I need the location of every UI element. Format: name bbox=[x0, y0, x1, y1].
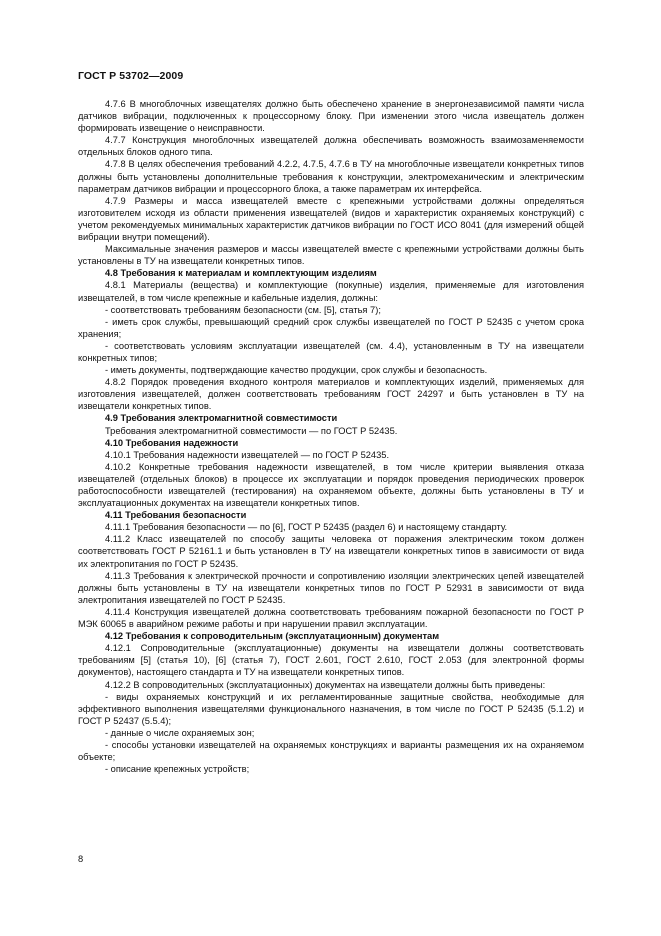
paragraph: 4.7.7 Конструкция многоблочных извещателей должна обеспечивать возможность взаимозаменяемости отдельных блоков одного типа. bbox=[78, 135, 584, 158]
paragraph: 4.7.9 Размеры и масса извещателей вместе с крепежными устройствами должны определяться изготовителем исходя из области применения извещателей (видов и характеристик охраняемых конструкций) с учетом рекомендуемых минимальных характеристик датчиков вибрации по ГОСТ ИСО 8041 (для измерений общей вибрации внутри помещений). bbox=[78, 195, 584, 243]
paragraph: 4.10.1 Требования надежности извещателей — по ГОСТ Р 52435. bbox=[105, 449, 390, 460]
section-heading: 4.10 Требования надежности bbox=[105, 437, 239, 448]
paragraph: Максимальные значения размеров и массы извещателей вместе с крепежными устройствами должны быть установлены в ТУ на извещатели конкретных типов. bbox=[78, 244, 584, 267]
paragraph: 4.11.4 Конструкция извещателей должна соответствовать требованиям пожарной безопасности по ГОСТ Р МЭК 60065 в аварийном режиме работы и при нарушении правил эксплуатации. bbox=[78, 606, 584, 630]
paragraph: 4.11.2 Класс извещателей по способу защиты человека от поражения электрическим током должен соответствовать ГОСТ Р 52161.1 и быть установлен в ТУ на извещатели конкретных типов в зависимости от вида их электропитания по ГОСТ Р 52435. bbox=[78, 534, 584, 569]
paragraph: 4.7.6 В многоблочных извещателях должно быть обеспечено хранение в энергонезависимой памяти числа датчиков вибрации, подключенных к процессорному блоку. При изменении этого числа извещатель должен формировать извещение о неисправности. bbox=[78, 99, 584, 134]
paragraph: 4.12.2 В сопроводительных (эксплуатационных) документах на извещатели должны быть приведены: bbox=[105, 679, 546, 690]
section-heading: 4.11 Требования безопасности bbox=[105, 510, 247, 521]
section-heading: 4.9 Требования электромагнитной совместимости bbox=[105, 413, 338, 424]
document-header: ГОСТ Р 53702—2009 bbox=[78, 70, 184, 82]
paragraph: - описание крепежных устройств; bbox=[105, 764, 250, 775]
paragraph: - данные о числе охраняемых зон; bbox=[105, 727, 255, 738]
paragraph: 4.10.2 Конкретные требования надежности извещателей, в том числе критерии выявления отказа извещателей (отдельных блоков) в процессе их эксплуатации и порядок проведения периодических проверок работоспособности извещателей (тестирования) на охраняемом объекте, должны быть установлены в ТУ и эксплуатационных документах на извещатели конкретных типов. bbox=[78, 461, 584, 509]
paragraph: 4.11.1 Требования безопасности — по [6], ГОСТ Р 52435 (раздел 6) и настоящему стандарту. bbox=[105, 522, 508, 533]
paragraph: - соответствовать требованиям безопасности (см. [5], статья 7); bbox=[105, 304, 381, 315]
page-number: 8 bbox=[78, 854, 84, 864]
document-body bbox=[78, 98, 584, 775]
paragraph: 4.12.1 Сопроводительные (эксплуатационные) документы на извещатели должны соответствовать требованиям [5] (статья 10), [6] (статья 7), ГОСТ 2.601, ГОСТ 2.610, ГОСТ 2.053 (для электронной формы документов), настоящего стандарта и ТУ на извещатели конкретных типов. bbox=[78, 643, 584, 678]
section-heading: 4.12 Требования к сопроводительным (эксплуатационным) документам bbox=[105, 631, 440, 642]
paragraph: - соответствовать условиям эксплуатации извещателей (см. 4.4), установленным в ТУ на извещатели конкретных типов; bbox=[78, 340, 584, 363]
section-heading: 4.8 Требования к материалам и комплектующим изделиям bbox=[105, 268, 377, 279]
paragraph: 4.11.3 Требования к электрической прочности и сопротивлению изоляции электрических цепей извещателей должны быть установлены в ТУ на извещатели конкретных типов по ГОСТ Р 52931 в зависимости от вида электропитания извещателей по ГОСТ Р 52435. bbox=[78, 570, 584, 605]
paragraph: Требования электромагнитной совместимости — по ГОСТ Р 52435. bbox=[105, 425, 398, 436]
paragraph: - иметь документы, подтверждающие качество продукции, срок службы и безопасность. bbox=[105, 365, 488, 376]
paragraph: 4.8.2 Порядок проведения входного контроля материалов и комплектующих изделий, применяемых для изготовления извещателей, должен соответствовать требованиям ГОСТ 24297 и быть установлен в ТУ на извещатели конкретных типов. bbox=[78, 377, 584, 412]
paragraph: - иметь срок службы, превышающий средний срок службы извещателей по ГОСТ Р 52435 с учетом срока хранения; bbox=[78, 316, 584, 339]
paragraph: - виды охраняемых конструкций и их регламентированные защитные свойства, необходимые для эффективного выполнения извещателями функционального назначения, в том числе по ГОСТ Р 52435 (5.1.2) и ГОСТ Р 52437 (5.5.4); bbox=[78, 691, 584, 726]
paragraph: 4.8.1 Материалы (вещества) и комплектующие (покупные) изделия, применяемые для изготовления извещателей, в том числе крепежные и кабельные изделия, должны: bbox=[78, 280, 584, 303]
paragraph: 4.7.8 В целях обеспечения требований 4.2.2, 4.7.5, 4.7.6 в ТУ на многоблочные извещатели конкретных типов должны быть установлены дополнительные требования к конструкции, электромеханическим и электрическим параметрам датчиков вибрации и процессорного блока, а также параметрам их интерфейса. bbox=[78, 159, 584, 194]
paragraph: - способы установки извещателей на охраняемых конструкциях и варианты размещения их на охраняемом объекте; bbox=[78, 739, 584, 763]
